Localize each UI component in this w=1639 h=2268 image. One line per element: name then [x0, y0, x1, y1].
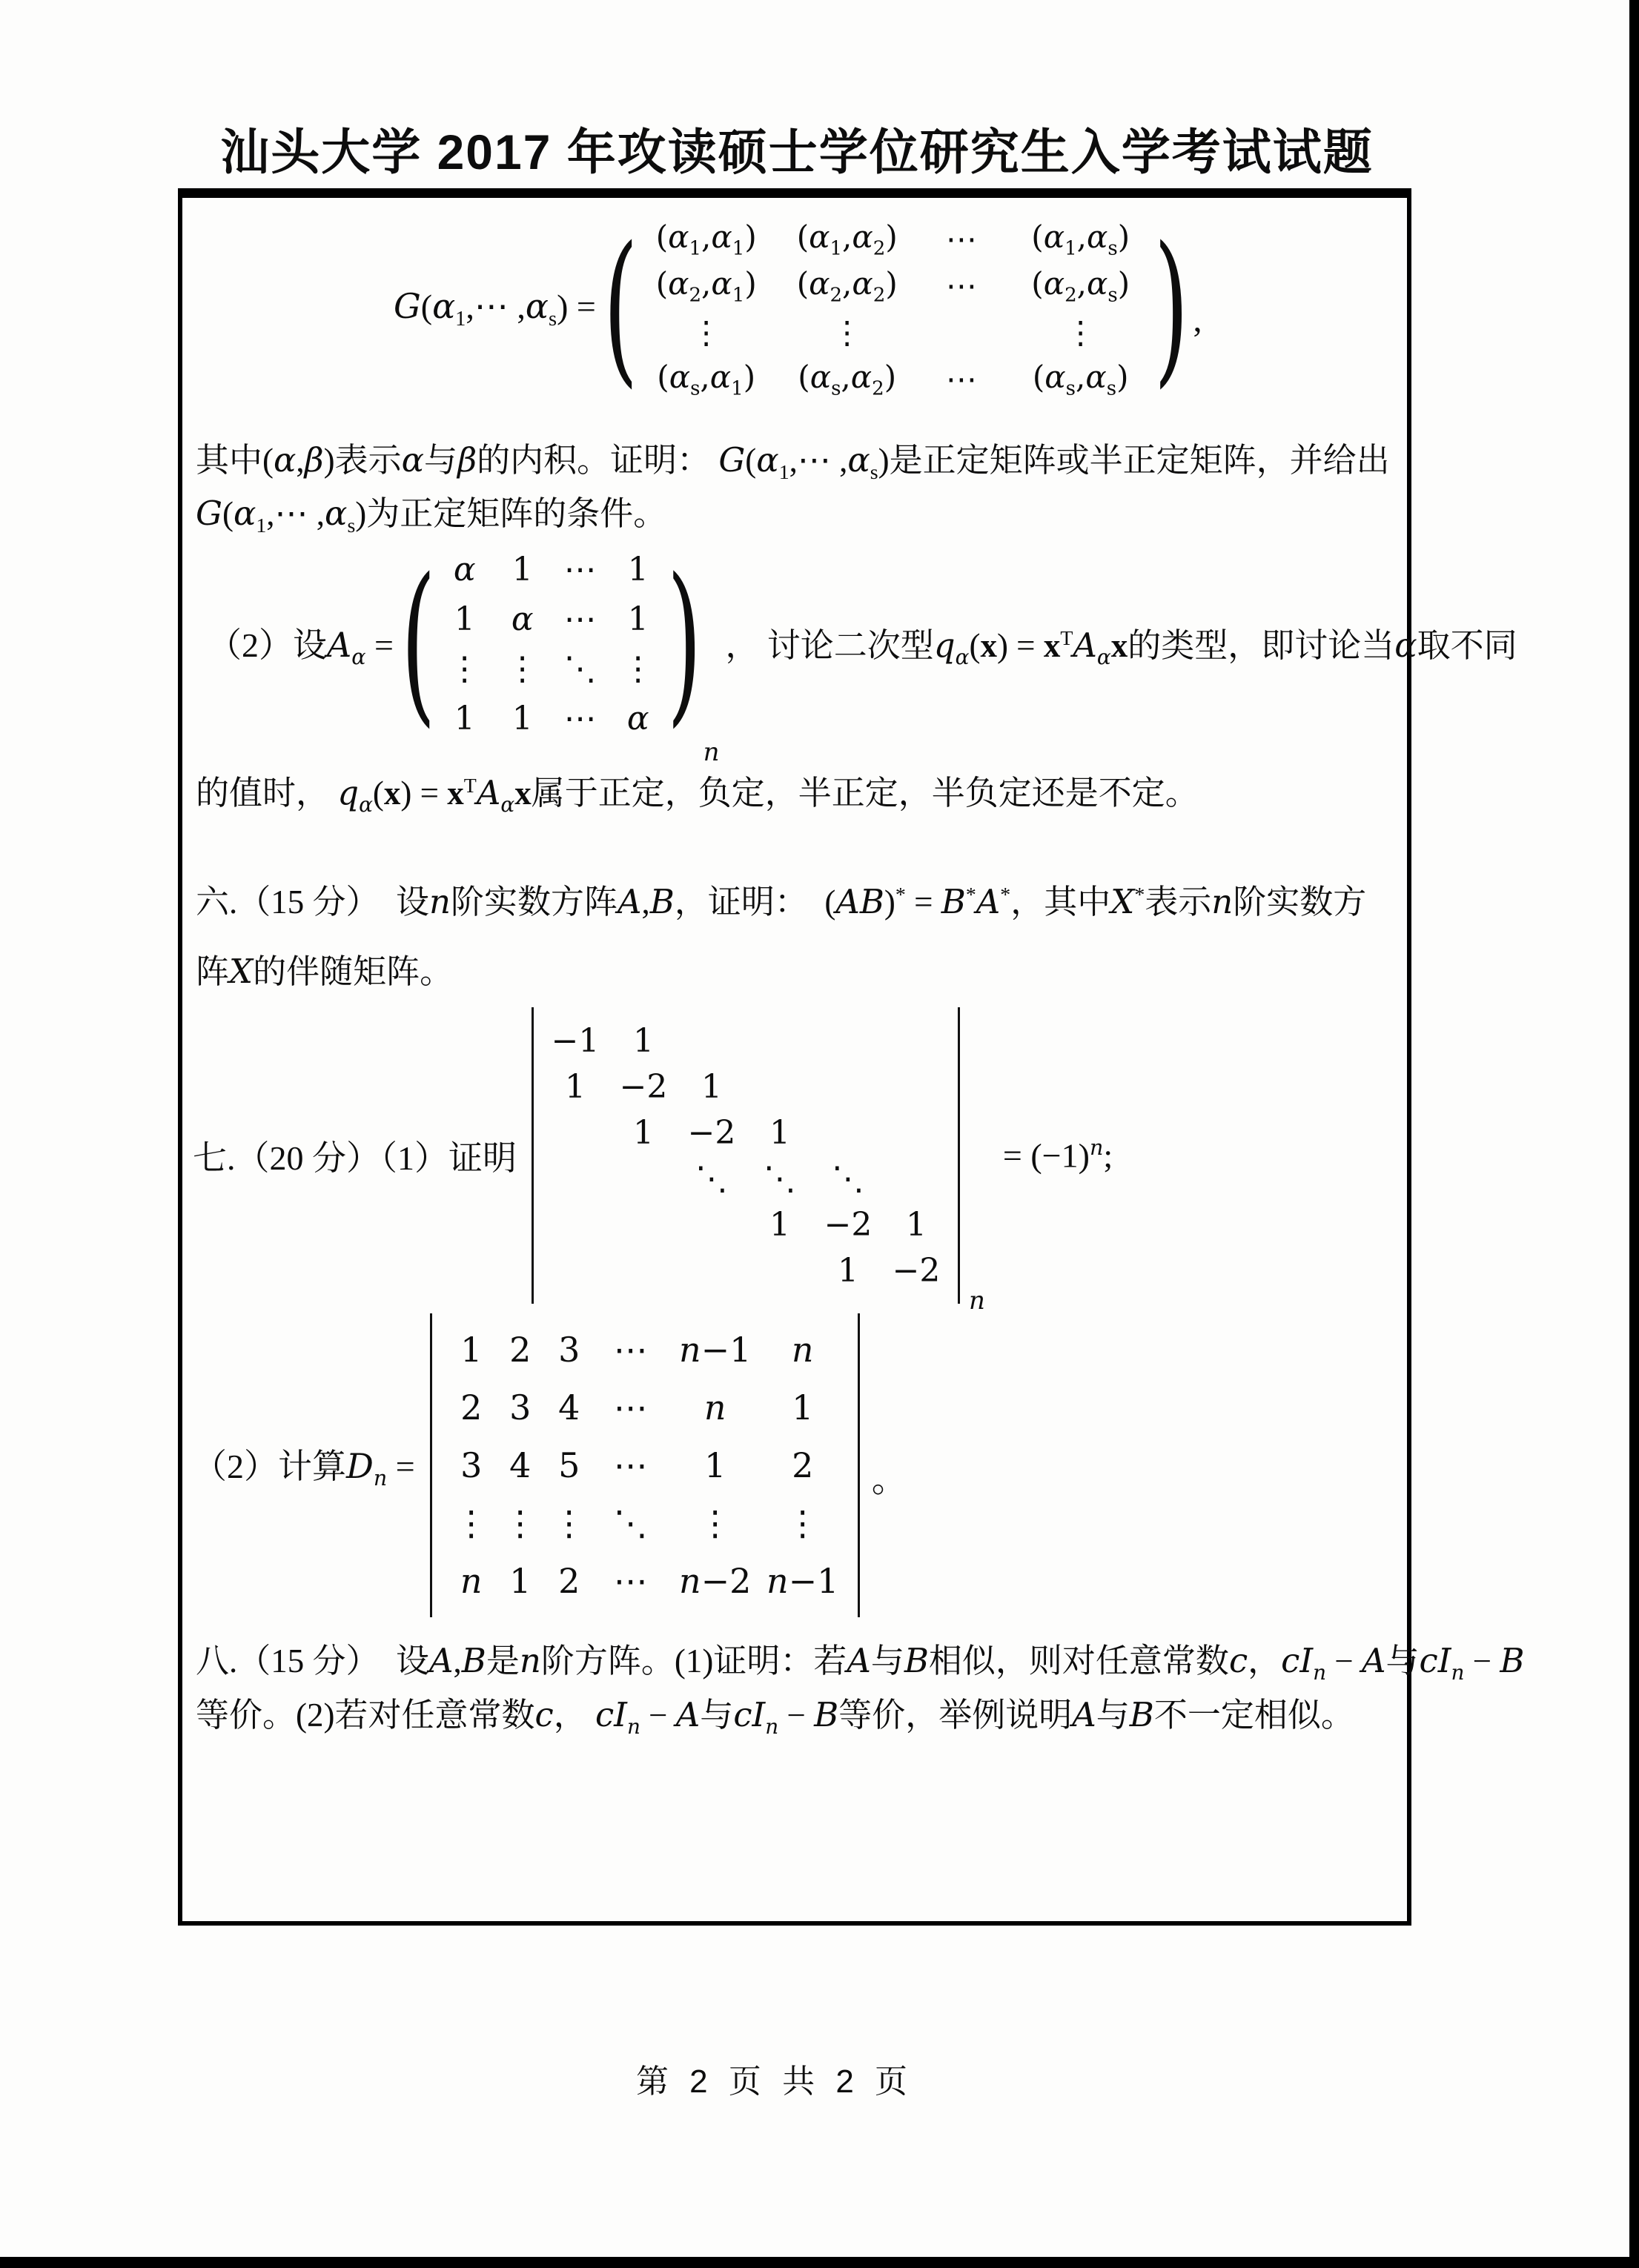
matrix-cell: ⋮ — [454, 1503, 489, 1543]
matrix-cell: ⋮ — [448, 650, 481, 688]
matrix-cell: ⋯ — [613, 1445, 648, 1485]
scan-edge-artifact-right — [1629, 0, 1639, 2268]
gram-matrix-grid — [638, 216, 1154, 402]
matrix-cell: n — [703, 1387, 726, 1428]
content-border-box — [178, 188, 1525, 1926]
matrix-cell: n — [791, 1330, 814, 1370]
matrix-cell: n−1 — [678, 1330, 752, 1370]
matrix-cell: ⋱ — [695, 1159, 728, 1198]
matrix-cell: ⋱ — [563, 650, 597, 688]
problem7-part1-label: 七.（20 分）（1）证明 — [193, 1139, 517, 1177]
matrix-cell: ⋮ — [690, 314, 722, 351]
matrix-cell: ⋮ — [698, 1503, 732, 1543]
matrix-cell: ⋯ — [563, 700, 597, 737]
matrix-cell: 3 — [460, 1445, 483, 1485]
matrix-cell: 2 — [460, 1387, 483, 1428]
matrix-cell: ⋯ — [613, 1561, 648, 1601]
problem7-part1-equation — [193, 1007, 1113, 1316]
matrix-cell: $(\alpha_2,\alpha_s)$ — [1031, 265, 1130, 307]
tridiagonal-determinant-grid — [541, 1018, 950, 1293]
matrix-cell: ⋯ — [613, 1387, 648, 1428]
problem5-part2-equation — [208, 533, 1517, 767]
matrix-cell: ⋱ — [613, 1503, 648, 1543]
right-paren-icon: ) — [1153, 213, 1189, 404]
matrix-cell: $(\alpha_s,\alpha_1)$ — [657, 358, 756, 400]
matrix-cell: −2 — [892, 1251, 941, 1290]
a-alpha-lhs: （2）设$A_\alpha$ = — [208, 624, 394, 670]
matrix-cell: ⋮ — [785, 1503, 820, 1543]
matrix-cell: 1 — [511, 551, 533, 588]
matrix-cell: ⋯ — [613, 1330, 648, 1370]
matrix-cell: 5 — [558, 1445, 580, 1485]
matrix-cell: −1 — [551, 1021, 600, 1060]
matrix-cell: ⋮ — [1064, 314, 1096, 351]
matrix-cell: 1 — [511, 700, 533, 737]
problem5-note-line2: $G(\alpha_1,\cdots$ $,\alpha_s$)为正定矩阵的条件。 — [196, 494, 667, 537]
matrix-cell: 1 — [460, 1330, 483, 1370]
determinant-left-bar — [532, 1007, 534, 1304]
problem5-part2-continuation: 的值时， $q_\alpha(x) = x^TA_\alpha x$属于正定，负定，半正定，半负定还是不定。 — [196, 773, 1199, 817]
matrix-cell: 2 — [509, 1330, 532, 1370]
matrix-cell: 4 — [509, 1445, 532, 1485]
page-number-footer: 第 2 页 共 2 页 — [635, 2063, 914, 2100]
matrix-cell: 1 — [627, 551, 649, 588]
matrix-cell: ⋯ — [945, 361, 977, 397]
problem7-part1-result: = $(-1)^n$; — [1002, 1135, 1113, 1175]
matrix-cell: $(\alpha_1,\alpha_1)$ — [655, 218, 757, 260]
problem7-part2-label: （2）计算$D_n$ = — [193, 1445, 415, 1491]
matrix-cell: ⋮ — [621, 650, 655, 688]
matrix-cell: n — [460, 1561, 483, 1601]
matrix-cell: ⋱ — [764, 1159, 796, 1198]
matrix-cell: 1 — [769, 1205, 790, 1244]
a-alpha-matrix-grid — [436, 545, 667, 743]
matrix-cell: 3 — [509, 1387, 532, 1428]
scan-edge-artifact-bottom — [0, 2257, 1639, 2268]
matrix-cell: ⋮ — [506, 650, 539, 688]
matrix-cell: 1 — [509, 1561, 532, 1601]
matrix-cell: 1 — [454, 600, 475, 638]
matrix-cell: α — [511, 600, 534, 638]
matrix-cell: 3 — [558, 1330, 580, 1370]
matrix-cell: $(\alpha_s,\alpha_s)$ — [1032, 358, 1129, 400]
gram-matrix-trailing-comma: , — [1193, 299, 1202, 339]
matrix-cell: ⋯ — [563, 551, 597, 588]
matrix-cell: 2 — [792, 1445, 814, 1485]
right-paren-icon: ) — [666, 543, 702, 744]
matrix-cell: $(\alpha_2,\alpha_2)$ — [796, 265, 898, 307]
left-paren-icon: ( — [603, 213, 638, 404]
matrix-cell: ⋮ — [831, 314, 863, 351]
matrix-cell: 1 — [633, 1113, 654, 1152]
left-paren-icon: ( — [400, 543, 436, 744]
matrix-cell: ⋮ — [503, 1503, 537, 1543]
matrix-cell: 1 — [565, 1067, 586, 1106]
matrix-cell: −2 — [824, 1205, 873, 1244]
matrix-cell: 1 — [633, 1021, 654, 1060]
gram-matrix-lhs: $G(\alpha_1,\cdots$ $,\alpha_s$) = — [394, 286, 596, 331]
matrix-cell: 1 — [627, 600, 649, 638]
matrix-cell: ⋯ — [945, 221, 977, 257]
matrix-cell: ⋱ — [832, 1159, 864, 1198]
problem8-line1: 八.（15 分） 设A,B是n阶方阵。(1)证明：若A与B相似，则对任意常数c，$cI_n - A$与$cI_n - B$ — [196, 1641, 1525, 1685]
matrix-cell: $(\alpha_s,\alpha_2)$ — [798, 358, 897, 400]
matrix-cell: 1 — [792, 1387, 814, 1428]
matrix-cell: ⋯ — [945, 268, 977, 304]
dn-determinant-grid — [440, 1321, 850, 1610]
gram-matrix-equation — [394, 213, 1202, 405]
matrix-cell: $(\alpha_1,\alpha_s)$ — [1031, 218, 1130, 260]
problem6-line1: 六.（15 分） 设n阶实数方阵A,B，证明： (AB)* = B*A*，其中X*表示n阶实数方 — [196, 882, 1367, 921]
problem8-line2: 等价。(2)若对任意常数c， $cI_n - A$与$cI_n - B$等价，举例说明A与B不一定相似。 — [196, 1695, 1354, 1739]
matrix-cell: α — [453, 551, 476, 588]
matrix-cell: $(\alpha_1,\alpha_2)$ — [796, 218, 898, 260]
problem7-part2-period: 。 — [871, 1459, 907, 1499]
matrix-cell: 1 — [769, 1113, 790, 1152]
problem5-part2-tail: ， 讨论二次型$q_\alpha(x) = x^TA_\alpha x$的类型，即讨论当α取不同 — [725, 626, 1517, 669]
matrix-cell: ⋯ — [563, 600, 597, 638]
matrix-cell: −2 — [619, 1067, 668, 1106]
matrix-cell: 1 — [838, 1251, 858, 1290]
matrix-cell: 1 — [906, 1205, 927, 1244]
matrix-cell: n−2 — [678, 1561, 752, 1601]
page-title: 汕头大学 2017 年攻读硕士学位研究生入学考试试题 — [220, 125, 1374, 179]
matrix-cell: 2 — [558, 1561, 580, 1601]
determinant-left-bar — [430, 1313, 432, 1617]
determinant-right-bar — [858, 1313, 860, 1617]
matrix-cell: 1 — [454, 700, 475, 737]
matrix-cell: $(\alpha_2,\alpha_1)$ — [655, 265, 757, 307]
matrix-cell: −2 — [687, 1113, 736, 1152]
problem6-line2: 阵X的伴随矩阵。 — [196, 952, 454, 991]
determinant-order-subscript: n — [969, 1286, 985, 1316]
problem5-note-line1: 其中(α,β)表示α与β的内积。证明： $G(\alpha_1,\cdots$ $,\alpha_s$)是正定矩阵或半正定矩阵，并给出 — [196, 440, 1390, 484]
matrix-cell: ⋮ — [552, 1503, 586, 1543]
matrix-cell: α — [626, 700, 649, 737]
matrix-cell: 1 — [704, 1445, 726, 1485]
matrix-cell: 4 — [558, 1387, 580, 1428]
problem7-part2-equation — [193, 1313, 907, 1617]
determinant-right-bar — [958, 1007, 960, 1304]
matrix-order-subscript: n — [703, 737, 720, 767]
matrix-cell: n−1 — [766, 1561, 839, 1601]
matrix-cell: 1 — [701, 1067, 722, 1106]
